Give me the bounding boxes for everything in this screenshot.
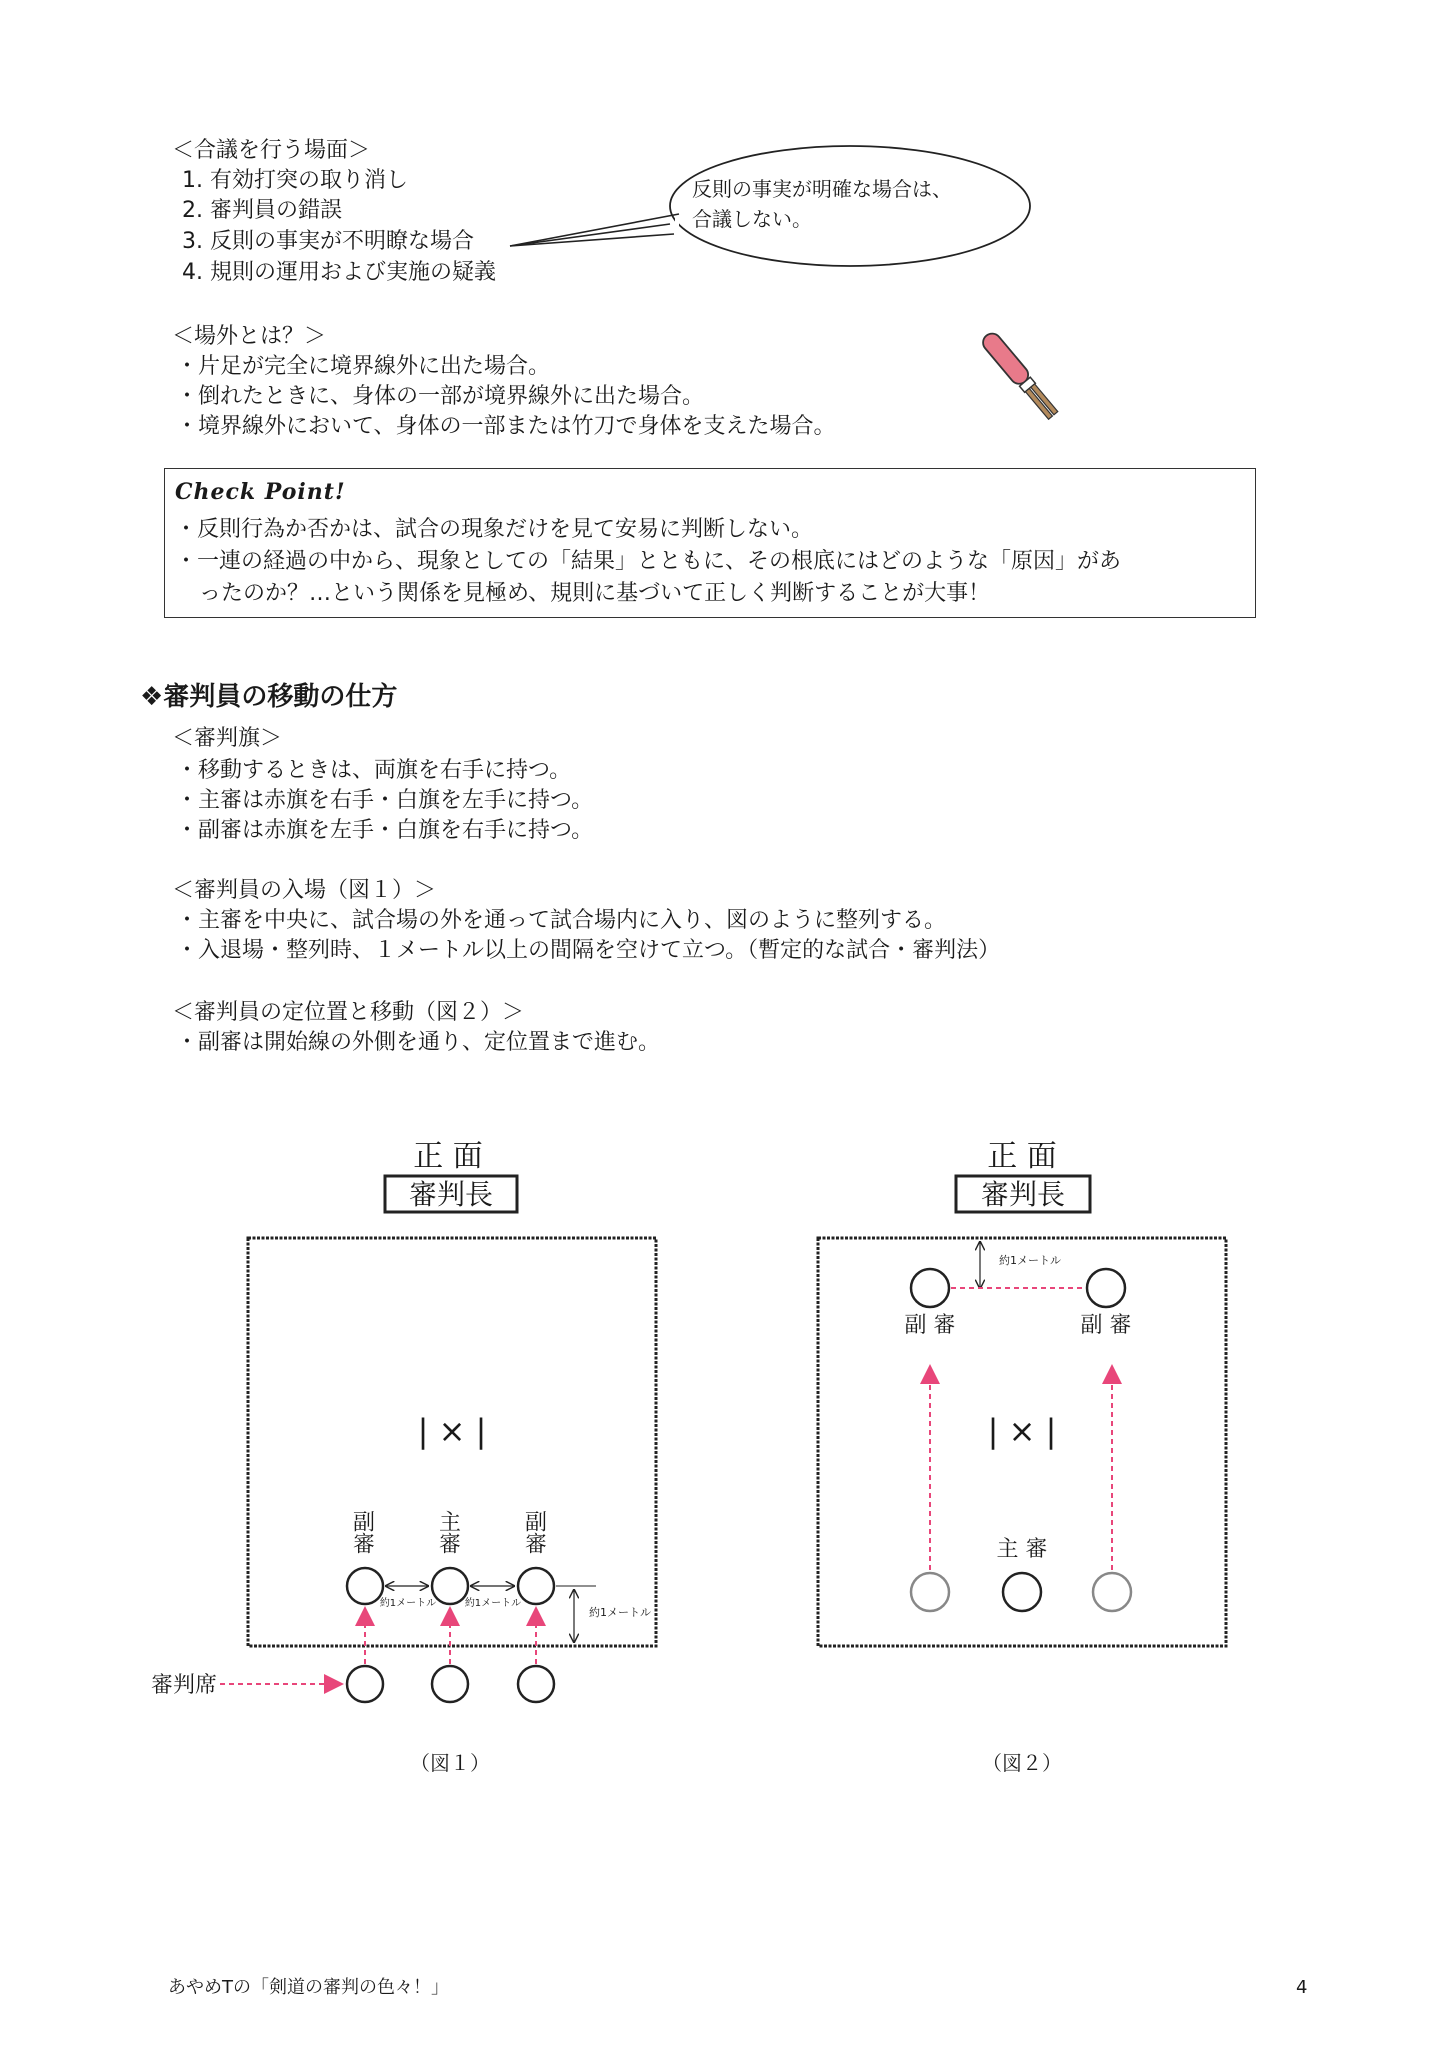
fig1-chief-label: 審判長 [408, 1178, 494, 1211]
fig2-chief-label: 審判長 [980, 1178, 1066, 1211]
jogai-item-1: ・片足が完全に境界線外に出た場合。 [176, 354, 551, 379]
fig1-main-label: 主審 [435, 1510, 461, 1554]
diamond-bullet-icon: ❖ [140, 682, 164, 712]
figure-1 [140, 1120, 680, 1780]
flags-item-2: ・主審は赤旗を右手・白旗を左手に持つ。 [176, 788, 594, 813]
jogai-heading: ＜場外とは？＞ [172, 324, 327, 349]
footer-title: あやめTの「剣道の審判の色々！」 [168, 1977, 449, 1998]
page-number: 4 [1296, 1977, 1308, 1998]
flags-heading: ＜審判旗＞ [172, 726, 283, 751]
fig1-left-label: 副審 [349, 1510, 375, 1554]
fig1-main-judge-circle [432, 1568, 468, 1604]
jogai-item-3: ・境界線外において、身体の一部または竹刀で身体を支えた場合。 [176, 414, 836, 439]
shinai-icon [950, 308, 1080, 438]
jogai-item-2: ・倒れたときに、身体の一部が境界線外に出た場合。 [176, 384, 705, 409]
flags-item-3: ・副審は赤旗を左手・白旗を右手に持つ。 [176, 818, 594, 843]
fig2-left-label: 副 審 [904, 1313, 956, 1338]
fig1-center-mark: | × | [417, 1412, 487, 1450]
entry-item-1: ・主審を中央に、試合場の外を通って試合場内に入り、図のように整列する。 [176, 908, 947, 933]
fig2-left-judge-circle [911, 1269, 949, 1307]
fig1-right-judge-circle [518, 1568, 554, 1604]
check-point-box [164, 468, 1256, 618]
section-title-text: 審判員の移動の仕方 [163, 682, 398, 712]
fig1-right-label: 副審 [521, 1510, 547, 1554]
fig1-front-label: 正 面 [413, 1139, 483, 1174]
fig2-caption: （図２） [982, 1751, 1062, 1775]
fig1-caption: （図１） [410, 1751, 490, 1775]
fig1-left-judge-circle [347, 1568, 383, 1604]
fig2-front-label: 正 面 [987, 1139, 1057, 1174]
fig2-top-gap-label: 約1メートル [999, 1254, 1061, 1267]
goui-item-2: 2. 審判員の錯誤 [182, 198, 342, 223]
check-point-line-1: ・反則行為か否かは、試合の現象だけを見て安易に判断しない。 [175, 517, 814, 542]
check-point-line-2: ・一連の経過の中から、現象としての「結果」とともに、その根底にはどのような「原因」があ [175, 549, 1122, 574]
fig2-main-label: 主 審 [996, 1537, 1048, 1562]
fig2-main-judge-circle [1003, 1573, 1041, 1611]
check-point-line-3: ったのか？…という関係を見極め、規則に基づいて正しく判断することが大事！ [199, 581, 991, 606]
entry-item-2: ・入退場・整列時、１メートル以上の間隔を空けて立つ。（暫定的な試合・審判法） [176, 938, 1001, 963]
fig2-right-judge-circle [1087, 1269, 1125, 1307]
flags-item-1: ・移動するときは、両旗を右手に持つ。 [176, 758, 572, 783]
goui-item-1: 1. 有効打突の取り消し [182, 168, 408, 193]
figure-2 [790, 1120, 1270, 1780]
goui-item-3: 3. 反則の事実が不明瞭な場合 [182, 229, 474, 254]
fig1-edge-label: 約1メートル [589, 1606, 651, 1619]
callout-line-2: 合議しない。 [692, 207, 812, 231]
goui-item-4: 4. 規則の運用および実施の疑義 [182, 260, 496, 285]
entry-heading: ＜審判員の入場（図１）＞ [172, 878, 437, 903]
position-heading: ＜審判員の定位置と移動（図２）＞ [172, 1000, 525, 1025]
fig2-right-label: 副 審 [1080, 1313, 1132, 1338]
fig1-gap-label-a: 約1メートル [379, 1598, 437, 1609]
fig1-gap-label-b: 約1メートル [464, 1598, 522, 1609]
callout-line-1: 反則の事実が明確な場合は、 [692, 177, 952, 201]
section-title [140, 680, 397, 714]
fig1-seat-label: 審判席 [150, 1673, 218, 1698]
check-point-title: Check Point! [175, 479, 346, 505]
goui-heading: ＜合議を行う場面＞ [172, 138, 371, 163]
fig2-center-mark: | × | [987, 1412, 1057, 1450]
position-item-1: ・副審は開始線の外側を通り、定位置まで進む。 [176, 1030, 661, 1055]
